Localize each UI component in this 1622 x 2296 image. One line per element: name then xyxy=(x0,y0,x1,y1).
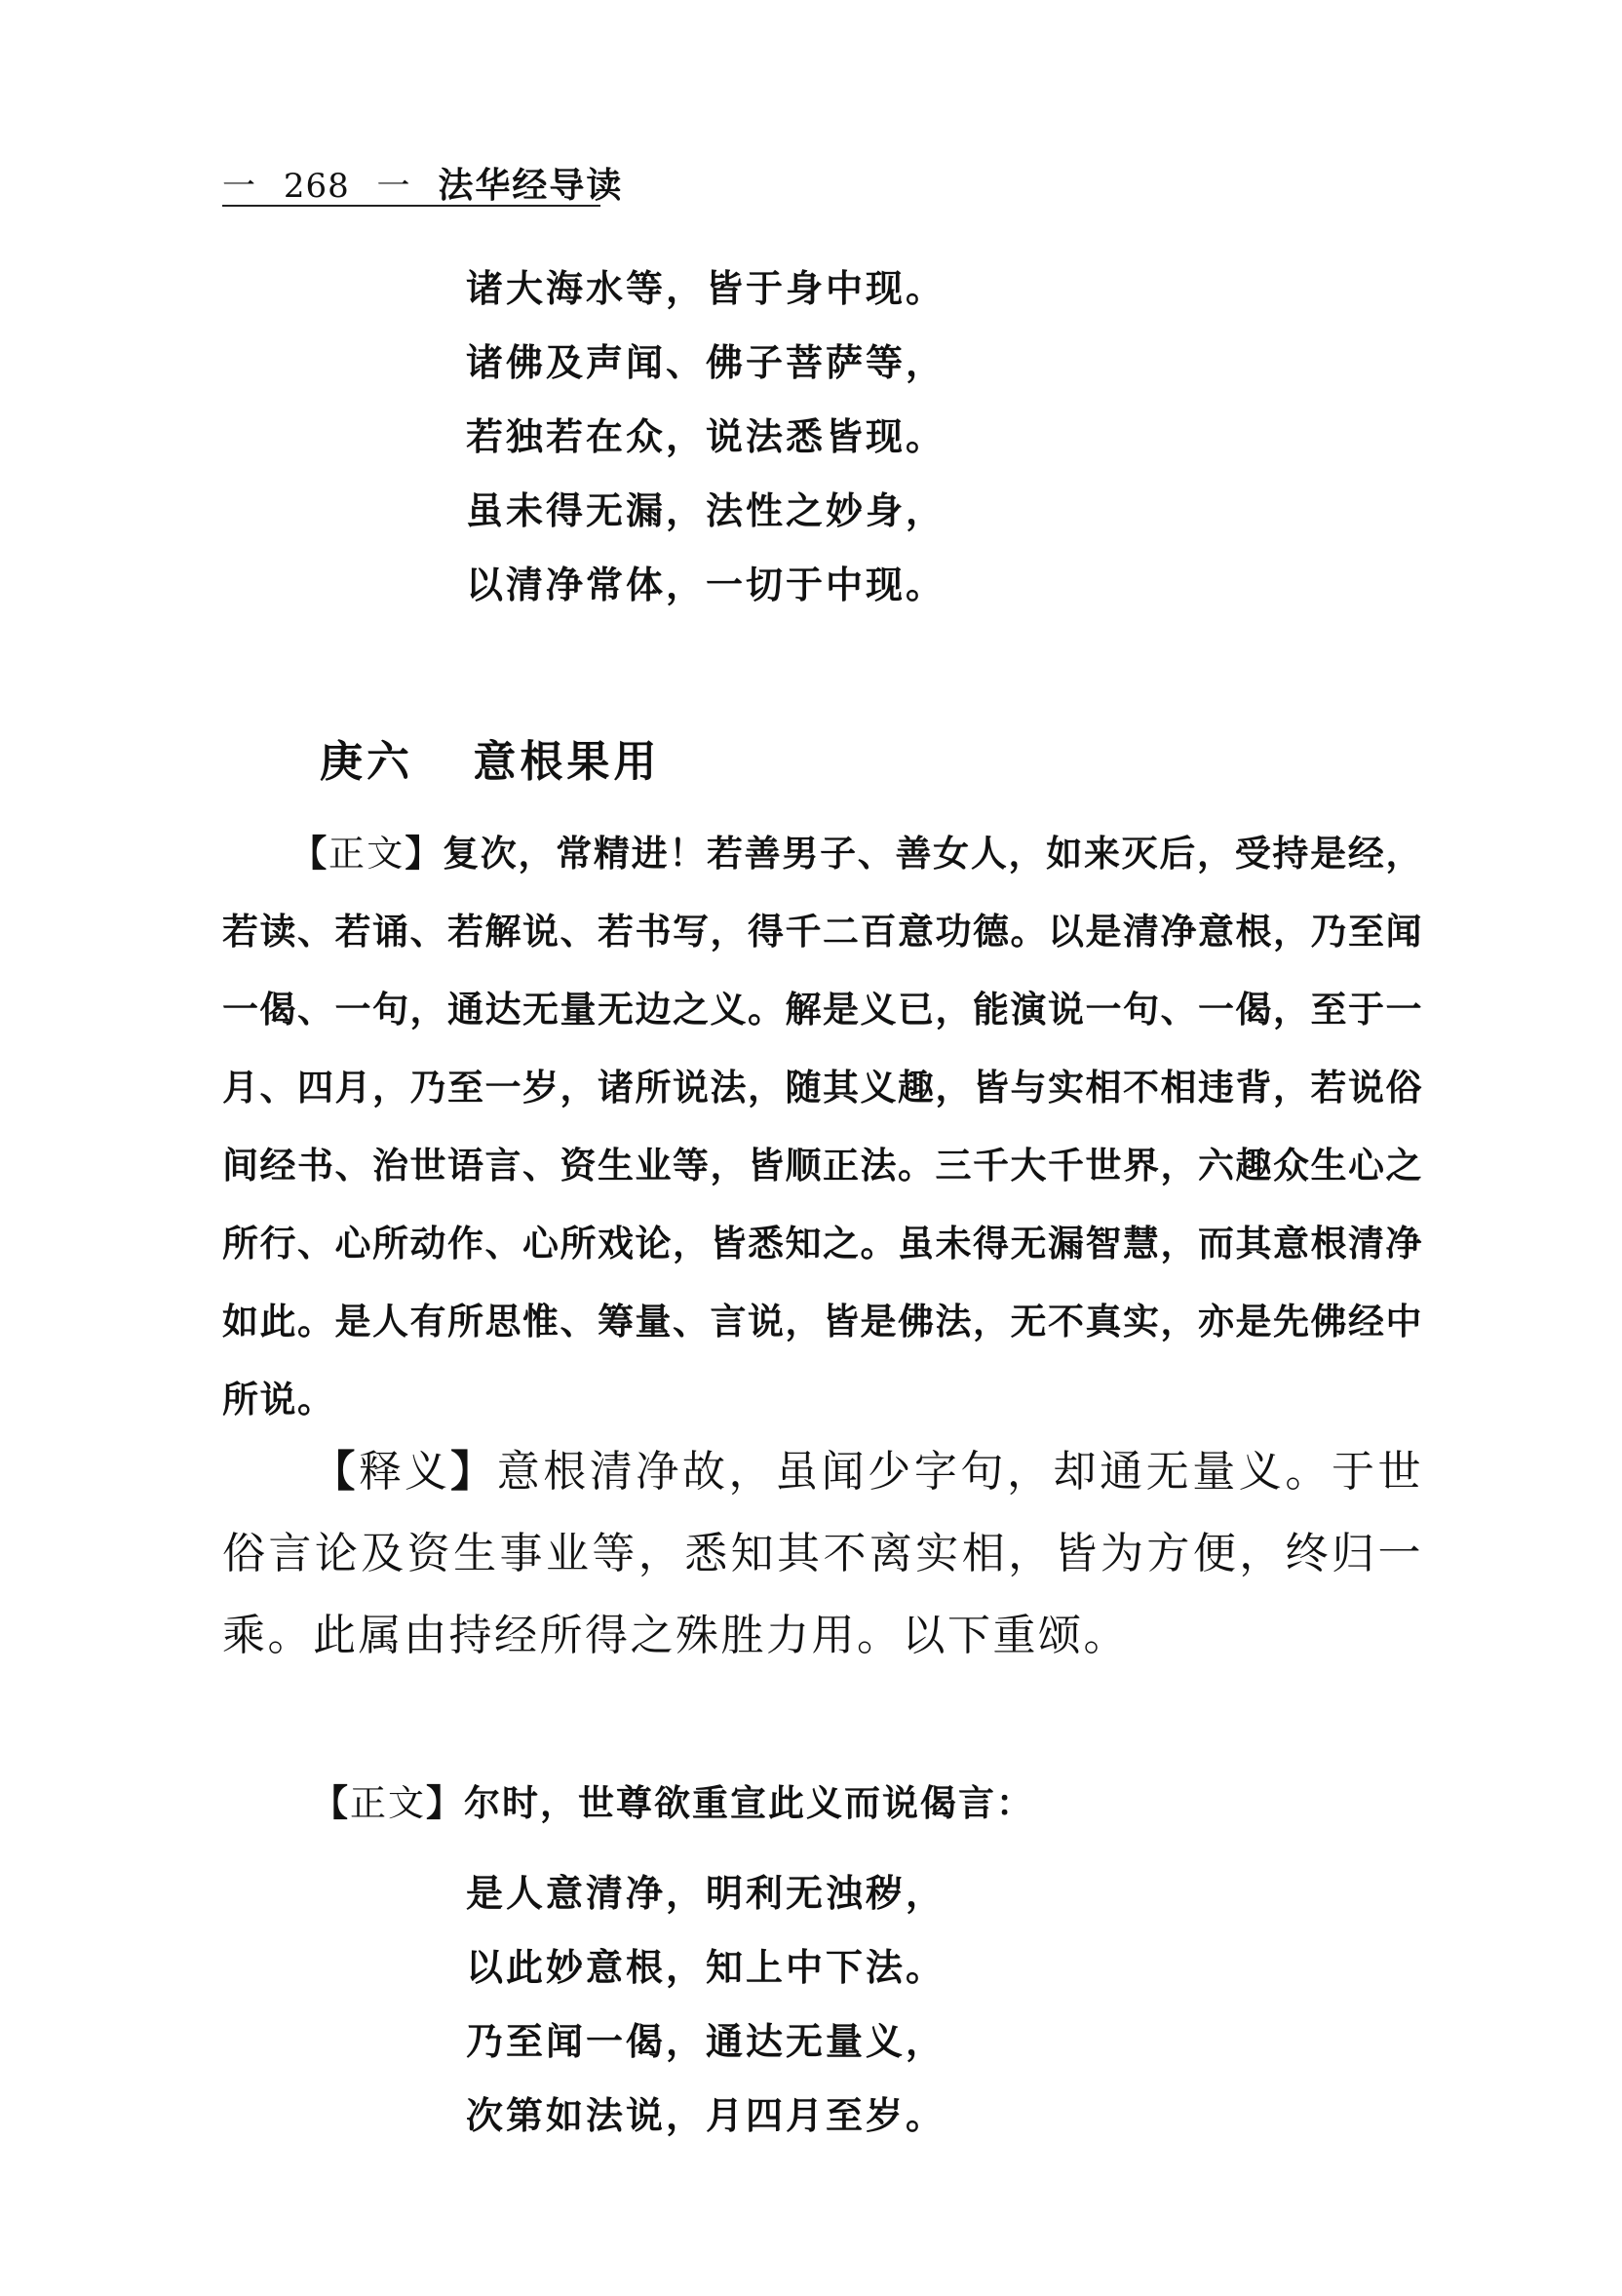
book-title: 法华经导读 xyxy=(438,166,624,206)
verse-block-bottom xyxy=(466,1856,946,2153)
explanation-body: 意根清净故，虽闻少字句，却通无量义。于世俗言论及资生事业等，悉知其不离实相，皆为方便，终归一乘。此属由持经所得之殊胜力用。以下重颂。 xyxy=(222,1447,1424,1660)
verse-line: 虽未得无漏，法性之妙身， xyxy=(466,489,946,532)
header-dash-left: 一 xyxy=(222,167,256,206)
marker-bracket-close: 】 xyxy=(405,833,444,875)
verse-line: 以此妙意根，知上中下法。 xyxy=(466,1946,946,1989)
marker-bracket-close: 】 xyxy=(426,1782,464,1824)
verse-line: 以清净常体，一切于中现。 xyxy=(466,564,946,606)
verse-line: 乃至闻一偈，通达无量义， xyxy=(466,2020,946,2063)
explanation-paragraph xyxy=(222,1431,1423,1677)
verse-line: 诸佛及声闻、佛子菩萨等， xyxy=(466,341,946,384)
marker-bracket-open: 【 xyxy=(312,1447,359,1497)
marker-bracket-open: 【 xyxy=(290,833,328,875)
main-text-paragraph xyxy=(222,815,1423,1439)
marker-bracket-open: 【 xyxy=(312,1782,350,1824)
running-header xyxy=(222,158,624,206)
section-name: 意根果用 xyxy=(473,737,661,787)
section-number: 庚六 xyxy=(320,737,413,787)
marker-label: 释义 xyxy=(358,1447,451,1497)
verse-line: 次第如法说，月四月至岁。 xyxy=(466,2094,946,2137)
marker-bracket-close: 】 xyxy=(450,1447,497,1497)
header-dash-right: 一 xyxy=(376,167,411,206)
verse-line: 是人意清净，明利无浊秽， xyxy=(466,1872,946,1915)
verse-line: 若独若在众，说法悉皆现。 xyxy=(466,415,946,458)
verse-block-top xyxy=(466,252,946,622)
verse-intro-line xyxy=(312,1767,1034,1841)
verse-intro-body: 尔时，世尊欲重宣此义而说偈言： xyxy=(464,1782,1034,1824)
marker-label: 正文 xyxy=(328,833,406,875)
main-text-body: 复次，常精进！若善男子、善女人，如来灭后，受持是经，若读、若诵、若解说、若书写，得千二百意功德。以是清净意根，乃至闻一偈、一句，通达无量无边之义。解是义已，能演说一句、一偈，至于一月、四月，乃至一岁，诸所说法，随其义趣，皆与实相不相违背，若说俗间经书、治世语言、资生业等，皆顺正法。三千大千世界，六趣众生心之所行、心所动作、心所戏论，皆悉知之。虽未得无漏智慧，而其意根清净如此。是人有所思惟、筹量、言说，皆是佛法，无不真实，亦是先佛经中所说。 xyxy=(222,833,1424,1420)
verse-line: 诸大海水等，皆于身中现。 xyxy=(466,267,946,310)
section-heading xyxy=(320,726,660,789)
page-number: 268 xyxy=(283,167,350,206)
marker-label: 正文 xyxy=(350,1782,426,1824)
header-rule xyxy=(222,205,600,207)
